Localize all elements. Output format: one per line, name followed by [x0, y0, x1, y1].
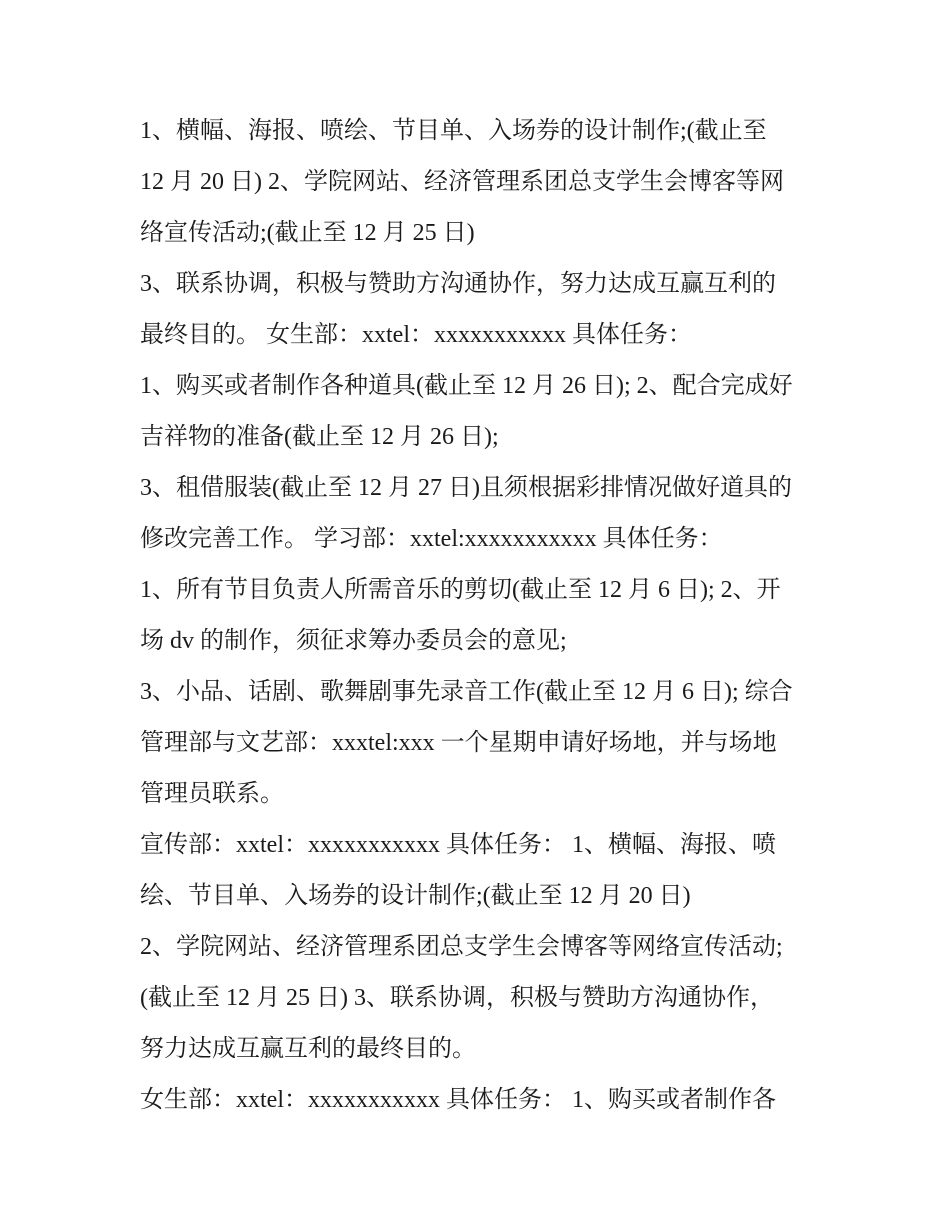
- text-line: 1、所有节目负责人所需音乐的剪切(截止至 12 月 6 日); 2、开: [140, 577, 781, 603]
- text-line: 吉祥物的准备(截止至 12 月 26 日);: [140, 424, 499, 450]
- text-line: 1、横幅、海报、喷绘、节目单、入场券的设计制作;(截止至: [140, 118, 767, 144]
- text-line: 宣传部：xxtel：xxxxxxxxxxx 具体任务： 1、横幅、海报、喷: [140, 832, 776, 858]
- text-line: 最终目的。 女生部：xxtel：xxxxxxxxxxx 具体任务：: [140, 322, 692, 348]
- text-line: 络宣传活动;(截止至 12 月 25 日): [140, 220, 475, 246]
- text-line: 12 月 20 日) 2、学院网站、经济管理系团总支学生会博客等网: [140, 169, 784, 195]
- text-line: 1、购买或者制作各种道具(截止至 12 月 26 日); 2、配合完成好: [140, 373, 793, 399]
- text-line: 修改完善工作。 学习部：xxtel:xxxxxxxxxxx 具体任务：: [140, 526, 723, 552]
- text-line: 管理员联系。: [140, 781, 284, 807]
- text-line: 绘、节目单、入场券的设计制作;(截止至 12 月 20 日): [140, 883, 691, 909]
- text-line: 3、小品、话剧、歌舞剧事先录音工作(截止至 12 月 6 日); 综合: [140, 679, 793, 705]
- text-line: 努力达成互赢互利的最终目的。: [140, 1036, 476, 1062]
- document-body: [140, 106, 820, 1126]
- text-line: 2、学院网站、经济管理系团总支学生会博客等网络宣传活动;: [140, 934, 783, 960]
- text-line: 女生部：xxtel：xxxxxxxxxxx 具体任务： 1、购买或者制作各: [140, 1087, 776, 1113]
- text-line: 场 dv 的制作，须征求筹办委员会的意见;: [140, 628, 567, 654]
- text-line: (截止至 12 月 25 日) 3、联系协调，积极与赞助方沟通协作，: [140, 985, 774, 1011]
- text-line: 3、租借服装(截止至 12 月 27 日)且须根据彩排情况做好道具的: [140, 475, 792, 501]
- text-line: 管理部与文艺部：xxxtel:xxx 一个星期申请好场地，并与场地: [140, 730, 777, 756]
- text-line: 3、联系协调，积极与赞助方沟通协作，努力达成互赢互利的: [140, 271, 776, 297]
